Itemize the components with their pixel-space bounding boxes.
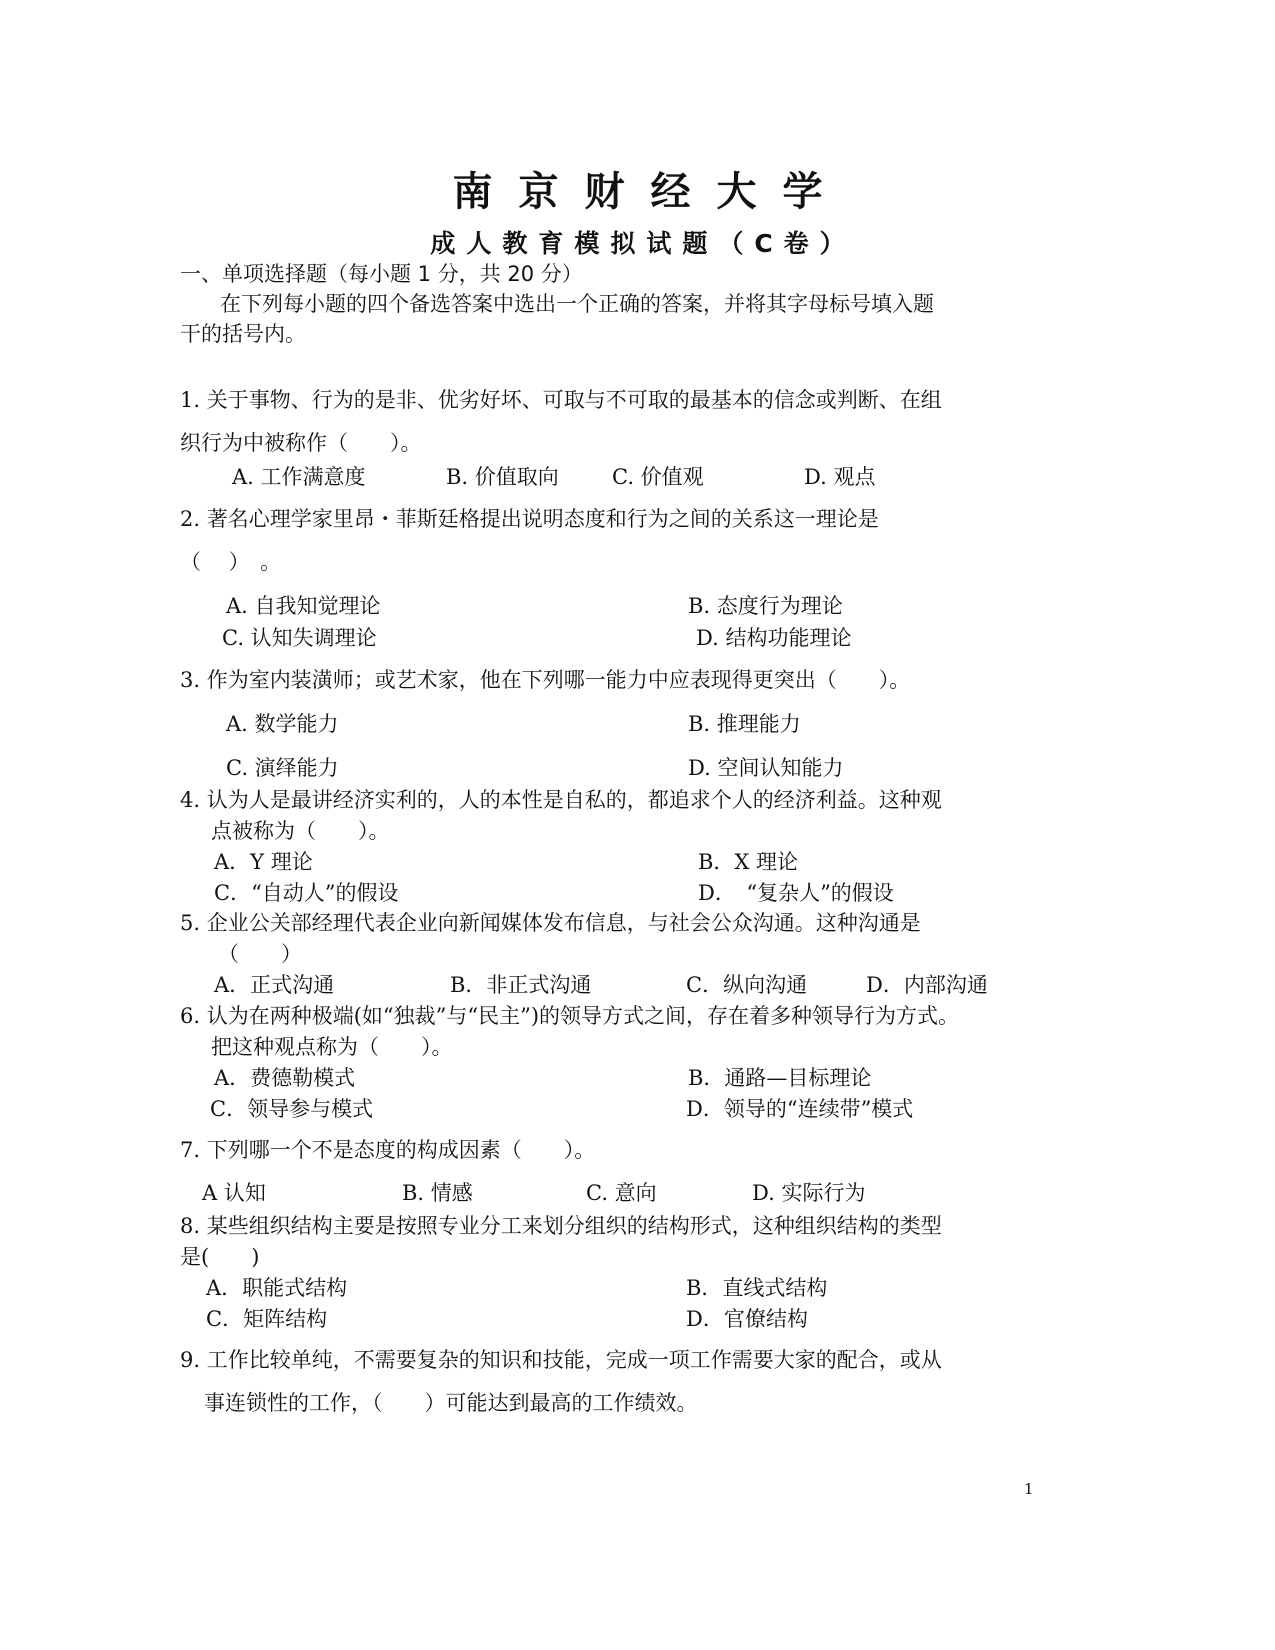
question-1-line-2: 织行为中被称作（ ）。 [180,431,422,455]
question-2-line-2: （ ） 。 [180,550,282,574]
question-4-option-d: D． “复杂人”的假设 [698,881,894,905]
question-5-line-2: （ ） [218,942,302,966]
section-heading: 一、单项选择题（每小题 1 分，共 20 分） [180,262,583,286]
question-6-option-b: B．通路—目标理论 [688,1066,872,1090]
question-2-option-c: C. 认知失调理论 [222,626,377,650]
question-5-option-d: D．内部沟通 [866,973,988,997]
question-4-option-b: B．X 理论 [698,850,799,874]
question-7-option-d: D. 实际行为 [752,1181,866,1205]
question-4-option-a: A．Y 理论 [214,850,313,874]
question-2-line-1: 2. 著名心理学家里昂・菲斯廷格提出说明态度和行为之间的关系这一理论是 [180,507,879,531]
question-4-option-c: C．“自动人”的假设 [214,881,399,905]
instruction-line-1: 在下列每小题的四个备选答案中选出一个正确的答案，并将其字母标号填入题 [220,292,934,316]
question-3-line-1: 3. 作为室内装潢师；或艺术家，他在下列哪一能力中应表现得更突出（ ）。 [180,668,911,692]
question-2-option-b: B. 态度行为理论 [688,594,843,618]
question-8-line-1: 8. 某些组织结构主要是按照专业分工来划分组织的结构形式，这种组织结构的类型 [180,1214,942,1238]
question-4-line-1: 4. 认为人是最讲经济实利的，人的本性是自私的，都追求个人的经济利益。这种观 [180,788,942,812]
question-6-option-d: D．领导的“连续带”模式 [686,1097,914,1121]
question-7-line-1: 7. 下列哪一个不是态度的构成因素（ ）。 [180,1138,596,1162]
question-6-line-1: 6. 认为在两种极端(如“独裁”与“民主”)的领导方式之间，存在着多种领导行为方式。 [180,1004,960,1028]
question-3-option-b: B. 推理能力 [688,712,801,736]
question-1-line-1: 1. 关于事物、行为的是非、优劣好坏、可取与不可取的最基本的信念或判断、在组 [180,388,942,412]
question-3-option-d: D. 空间认知能力 [688,756,844,780]
question-9-line-1: 9. 工作比较单纯，不需要复杂的知识和技能，完成一项工作需要大家的配合，或从 [180,1348,942,1372]
question-1-option-d: D. 观点 [804,465,876,489]
question-6-option-a: A．费德勒模式 [214,1066,356,1090]
question-8-option-a: A．职能式结构 [206,1276,348,1300]
question-7-option-b: B. 情感 [402,1181,473,1205]
question-6-line-2: 把这种观点称为（ ）。 [211,1035,453,1059]
question-5-option-b: B．非正式沟通 [450,973,592,997]
question-3-option-c: C. 演绎能力 [226,756,339,780]
question-7-option-a: A 认知 [202,1181,266,1205]
question-1-option-a: A. 工作满意度 [232,465,366,489]
question-7-option-c: C. 意向 [586,1181,657,1205]
page-subtitle: 成人教育模拟试题（C卷） [430,229,856,258]
question-5-option-a: A．正式沟通 [214,973,335,997]
page-title: 南京财经大学 [452,169,849,215]
question-8-option-d: D．官僚结构 [686,1307,808,1331]
question-5-line-1: 5. 企业公关部经理代表企业向新闻媒体发布信息，与社会公众沟通。这种沟通是 [180,911,921,935]
instruction-line-2: 干的括号内。 [180,322,306,346]
question-2-option-a: A. 自我知觉理论 [226,594,381,618]
question-6-option-c: C．领导参与模式 [210,1097,374,1121]
question-3-option-a: A. 数学能力 [226,712,339,736]
question-4-line-2: 点被称为（ ）。 [211,819,390,843]
page-number: 1 [1024,1480,1034,1498]
question-5-option-c: C．纵向沟通 [686,973,808,997]
question-1-option-c: C. 价值观 [612,465,704,489]
question-2-option-d: D. 结构功能理论 [696,626,852,650]
question-1-option-b: B. 价值取向 [446,465,559,489]
question-8-line-2: 是( ) [180,1245,260,1269]
question-8-option-c: C．矩阵结构 [206,1307,328,1331]
question-8-option-b: B．直线式结构 [686,1276,828,1300]
question-9-line-2: 事连锁性的工作，（ ）可能达到最高的工作绩效。 [204,1391,698,1415]
